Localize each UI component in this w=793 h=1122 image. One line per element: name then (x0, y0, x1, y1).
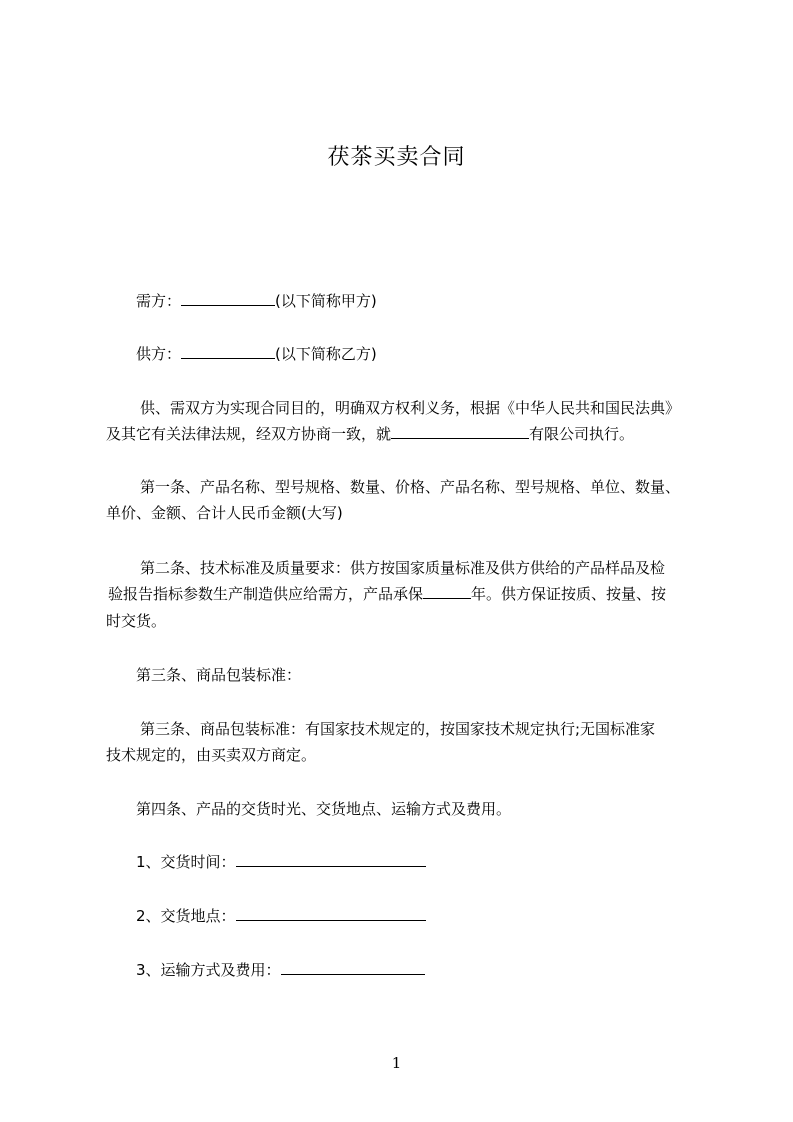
seller-blank[interactable] (181, 341, 275, 359)
article2-line-2-text: 验报告指标参数生产制造供应给需方，产品承保 (108, 585, 424, 603)
seller-suffix: (以下简称乙方) (275, 345, 377, 363)
transport-blank[interactable] (281, 957, 425, 975)
delivery-location-blank[interactable] (236, 903, 426, 921)
delivery-time-line (136, 847, 426, 877)
page-number: 1 (391, 1054, 402, 1072)
buyer-blank[interactable] (181, 288, 275, 306)
intro-line-2-text: 及其它有关法律法规，经双方协商一致，就 (106, 425, 392, 443)
buyer-label: 需方： (136, 292, 182, 310)
buyer-suffix: (以下简称甲方) (275, 292, 377, 310)
transport-label: 3、运输方式及费用： (136, 961, 281, 979)
delivery-time-blank[interactable] (236, 849, 426, 867)
delivery-location-label: 2、交货地点： (136, 907, 236, 925)
article3-heading: 第三条、商品包装标准： (136, 666, 302, 684)
intro-line-2 (106, 419, 634, 449)
article4-heading: 第四条、产品的交货时光、交货地点、运输方式及费用。 (136, 800, 512, 818)
article1-line-1: 第一条、产品名称、型号规格、数量、价格、产品名称、型号规格、单位、数量、 (140, 478, 681, 496)
warranty-blank[interactable] (423, 581, 471, 599)
seller-line (136, 339, 377, 369)
article3-line-2: 技术规定的，由买卖双方商定。 (106, 746, 317, 764)
intro-line-2-suffix: 有限公司执行。 (529, 425, 635, 443)
article1-line-2: 单价、金额、合计人民币金额(大写) (106, 504, 343, 522)
article2-line-1: 第二条、技术标准及质量要求：供方按国家质量标准及供方供给的产品样品及检 (140, 559, 666, 577)
document-title: 茯茶买卖合同 (327, 145, 466, 170)
article2-line-2-suffix: 年。供方保证按质、按量、按 (471, 585, 667, 603)
transport-line (136, 955, 425, 985)
article3-line-1: 第三条、商品包装标准：有国家技术规定的，按国家技术规定执行;无国标准家 (140, 720, 656, 738)
company-blank[interactable] (391, 421, 529, 439)
delivery-location-line (136, 901, 426, 931)
delivery-time-label: 1、交货时间： (136, 853, 236, 871)
intro-line-1: 供、需双方为实现合同目的，明确双方权利义务，根据《中华人民共和国民法典》 (140, 399, 681, 417)
seller-label: 供方： (136, 345, 182, 363)
buyer-line (136, 286, 377, 316)
article2-line-3: 时交货。 (106, 612, 167, 630)
article2-line-2 (108, 579, 666, 609)
